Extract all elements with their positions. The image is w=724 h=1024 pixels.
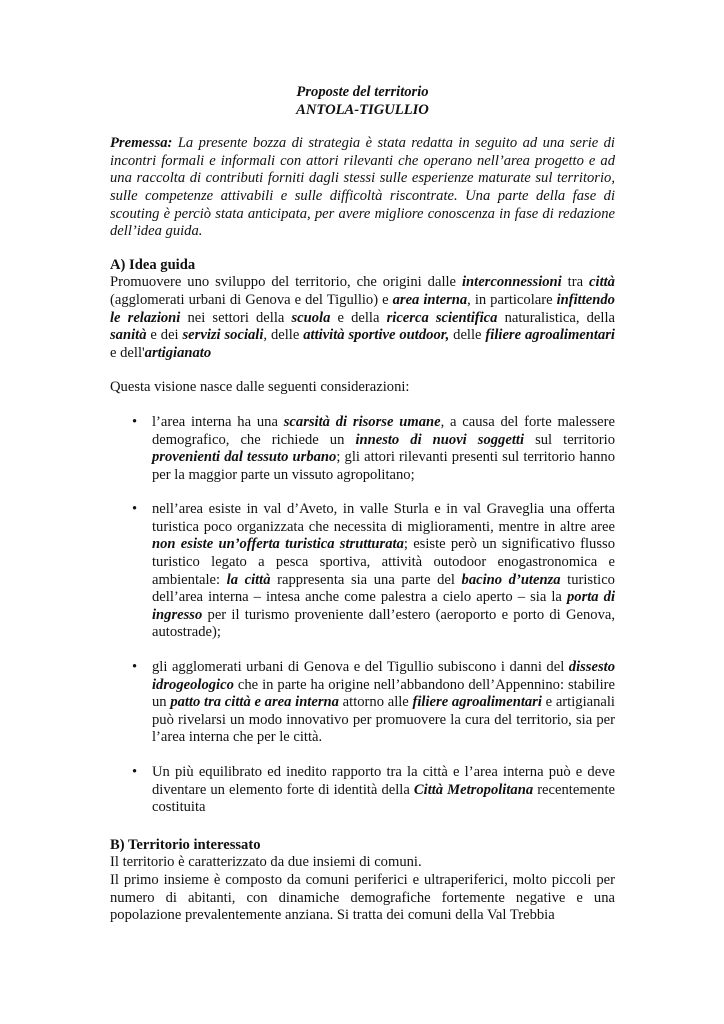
- emphasis-run: la città: [226, 571, 271, 588]
- text-run: e dei: [146, 327, 183, 344]
- text-run: e artigianali può rivelarsi un modo innovativo per promuovere la cura del territorio, sia per l’area interna che per le città.: [152, 694, 615, 746]
- text-run: , a causa del forte malessere demografico, che richiede un: [152, 413, 615, 448]
- section-a-paragraph-2: Questa visione nasce dalle seguenti considerazioni:: [110, 379, 410, 396]
- text-run: ; esiste però un significativo flusso turistico legato a pesca sportiva, attività outodoor enogastronomica e ambientale:: [152, 536, 615, 588]
- emphasis-run: servizi sociali: [182, 327, 264, 344]
- emphasis-run: attività sportive outdoor,: [303, 327, 450, 344]
- emphasis-run: Città Metropolitana: [413, 781, 534, 798]
- text-run: per il turismo proveniente dall’estero (aeroporto e porto di Genova, autostrade);: [152, 606, 615, 641]
- text-run: (agglomerati urbani di Genova e del Tigullio) e: [110, 291, 393, 308]
- bullet-icon: •: [132, 413, 138, 430]
- section-b-paragraph-1: Il territorio è caratterizzato da due insiemi di comuni.: [110, 854, 422, 871]
- text-run: sul territorio: [524, 431, 616, 448]
- bullet-icon: •: [132, 501, 138, 518]
- emphasis-run: città: [589, 274, 615, 291]
- emphasis-run: non esiste un’offerta turistica strutturata: [152, 536, 404, 553]
- text-run: recentemente costituita: [152, 781, 615, 816]
- emphasis-run: filiere agroalimentari: [412, 694, 542, 711]
- list-item: [110, 659, 615, 747]
- emphasis-run: sanità: [110, 327, 147, 344]
- text-run: rappresenta sia una parte del: [270, 571, 462, 588]
- text-run: l’area interna ha una: [152, 413, 284, 430]
- emphasis-run: innesto di nuovi soggetti: [355, 431, 525, 448]
- emphasis-run: ricerca scientifica: [386, 309, 498, 326]
- emphasis-run: artigianato: [144, 344, 212, 361]
- section-b-paragraph-2: Il primo insieme è composto da comuni periferici e ultraperiferici, molto piccoli per numero di abitanti, con dinamiche demografiche fortemente negative e una popolazione prevalentemente anziana. Si tratta dei comuni della Val Trebbia: [110, 871, 615, 924]
- emphasis-run: patto tra città e area interna: [170, 694, 339, 711]
- list-item: [110, 414, 615, 484]
- document-page: [110, 84, 615, 925]
- text-run: , in particolare: [467, 291, 557, 308]
- document-title-line1: Proposte del territorio: [296, 84, 429, 100]
- list-item: [110, 764, 615, 817]
- emphasis-run: dissesto idrogeologico: [152, 659, 615, 693]
- emphasis-run: interconnessioni: [461, 274, 562, 291]
- text-run: gli agglomerati urbani di Genova e del Tigullio subiscono i danni del: [152, 659, 569, 676]
- text-run: nell’area esiste in val d’Aveto, in valle Sturla e in val Graveglia una offerta turistica poco organizzata che necessita di miglioramenti, mentre in altre aree: [152, 501, 615, 535]
- premessa-text: La presente bozza di strategia è stata redatta in seguito ad una serie di incontri formali e informali con attori rilevanti che operano nell’area progetto e ad una raccolta di contributi forniti dagli stessi sulle esperienze maturate sul territorio, sulle competenze attivabili e sulle difficoltà riscontrate. Una parte della fase di scouting è perciò stata anticipata, per avere migliore conoscenza in fase di redazione dell’idea guida.: [110, 135, 615, 240]
- text-run: naturalistica, della: [497, 309, 616, 326]
- emphasis-run: scarsità di risorse umane: [283, 413, 441, 430]
- document-title-line2: ANTOLA-TIGULLIO: [296, 101, 429, 118]
- list-item: [110, 501, 615, 642]
- text-run: ; gli attori rilevanti presenti sul territorio hanno per la maggior parte un vissuto agropolitano;: [152, 449, 615, 483]
- emphasis-run: scuola: [291, 309, 331, 326]
- text-run: e dell': [110, 344, 145, 361]
- text-run: tra: [561, 274, 590, 291]
- bullet-icon: •: [132, 659, 138, 676]
- text-run: che in parte ha origine nell’abbandono dell’Appennino: stabilire un: [152, 676, 615, 711]
- premessa-paragraph: [110, 135, 615, 241]
- text-run: delle: [449, 327, 486, 344]
- text-run: attorno alle: [338, 694, 413, 711]
- text-run: turistico dell’area interna – intesa anche come palestra a cielo aperto – sia la: [152, 571, 615, 606]
- text-run: e della: [330, 309, 387, 326]
- emphasis-run: provenienti dal tessuto urbano: [152, 449, 337, 466]
- emphasis-run: bacino d’utenza: [461, 571, 561, 588]
- section-a-paragraph-1: [110, 274, 615, 362]
- text-run: Un più equilibrato ed inedito rapporto tra la città e l’area interna può e deve diventare un elemento forte di identità della: [152, 764, 615, 798]
- emphasis-run: area interna: [392, 291, 468, 308]
- bullet-icon: •: [132, 764, 138, 780]
- emphasis-run: infittendo le relazioni: [110, 291, 615, 326]
- text-run: , delle: [263, 327, 304, 344]
- section-a-heading: A) Idea guida: [110, 256, 196, 273]
- premessa-lead: Premessa:: [110, 135, 173, 152]
- text-run: Promuovere uno sviluppo del territorio, che origini dalle: [110, 274, 462, 291]
- considerations-list: [110, 414, 615, 817]
- emphasis-run: porta di ingresso: [152, 589, 616, 623]
- section-b-heading: B) Territorio interessato: [110, 836, 261, 853]
- emphasis-run: filiere agroalimentari: [485, 327, 615, 344]
- text-run: nei settori della: [180, 309, 292, 326]
